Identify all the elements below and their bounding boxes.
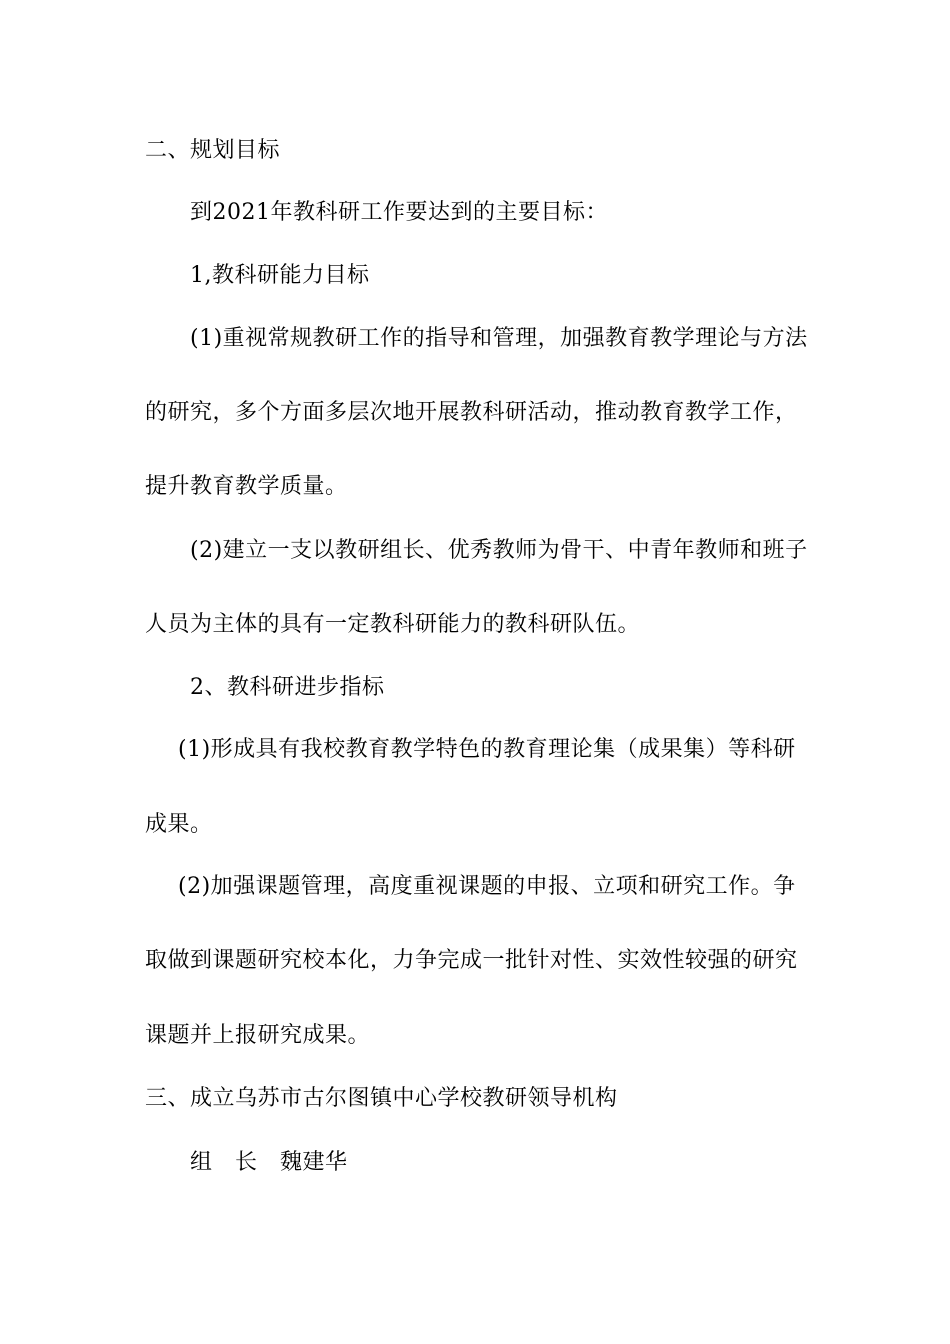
paragraph-line: (1)重视常规教研工作的指导和管理，加强教育教学理论与方法	[190, 326, 808, 351]
paragraph-line: 的研究，多个方面多层次地开展教科研活动，推动教育教学工作，	[145, 400, 798, 425]
paragraph-main-goals-intro: 到2021年教科研工作要达到的主要目标：	[190, 200, 608, 225]
subheading-research-progress-indicators: 2、教科研进步指标	[190, 675, 385, 700]
paragraph-line: (1)形成具有我校教育教学特色的教育理论集（成果集）等科研	[178, 737, 796, 762]
paragraph-line: 课题并上报研究成果。	[145, 1023, 371, 1048]
paragraph-line: 人员为主体的具有一定教科研能力的教科研队伍。	[145, 612, 641, 637]
section-heading-planning-goals: 二、规划目标	[145, 138, 281, 163]
leader-entry: 组 长 魏建华	[190, 1150, 348, 1175]
paragraph-line: (2)加强课题管理，高度重视课题的申报、立项和研究工作。争	[178, 874, 796, 899]
paragraph-line: 成果。	[145, 812, 213, 837]
subheading-research-ability-goal: 1,教科研能力目标	[190, 263, 370, 288]
paragraph-line: 取做到课题研究校本化，力争完成一批针对性、实效性较强的研究	[145, 948, 798, 973]
paragraph-line: (2)建立一支以教研组长、优秀教师为骨干、中青年教师和班子	[190, 538, 808, 563]
paragraph-line: 提升教育教学质量。	[145, 474, 348, 499]
section-heading-leadership: 三、成立乌苏市古尔图镇中心学校教研领导机构	[145, 1086, 618, 1111]
